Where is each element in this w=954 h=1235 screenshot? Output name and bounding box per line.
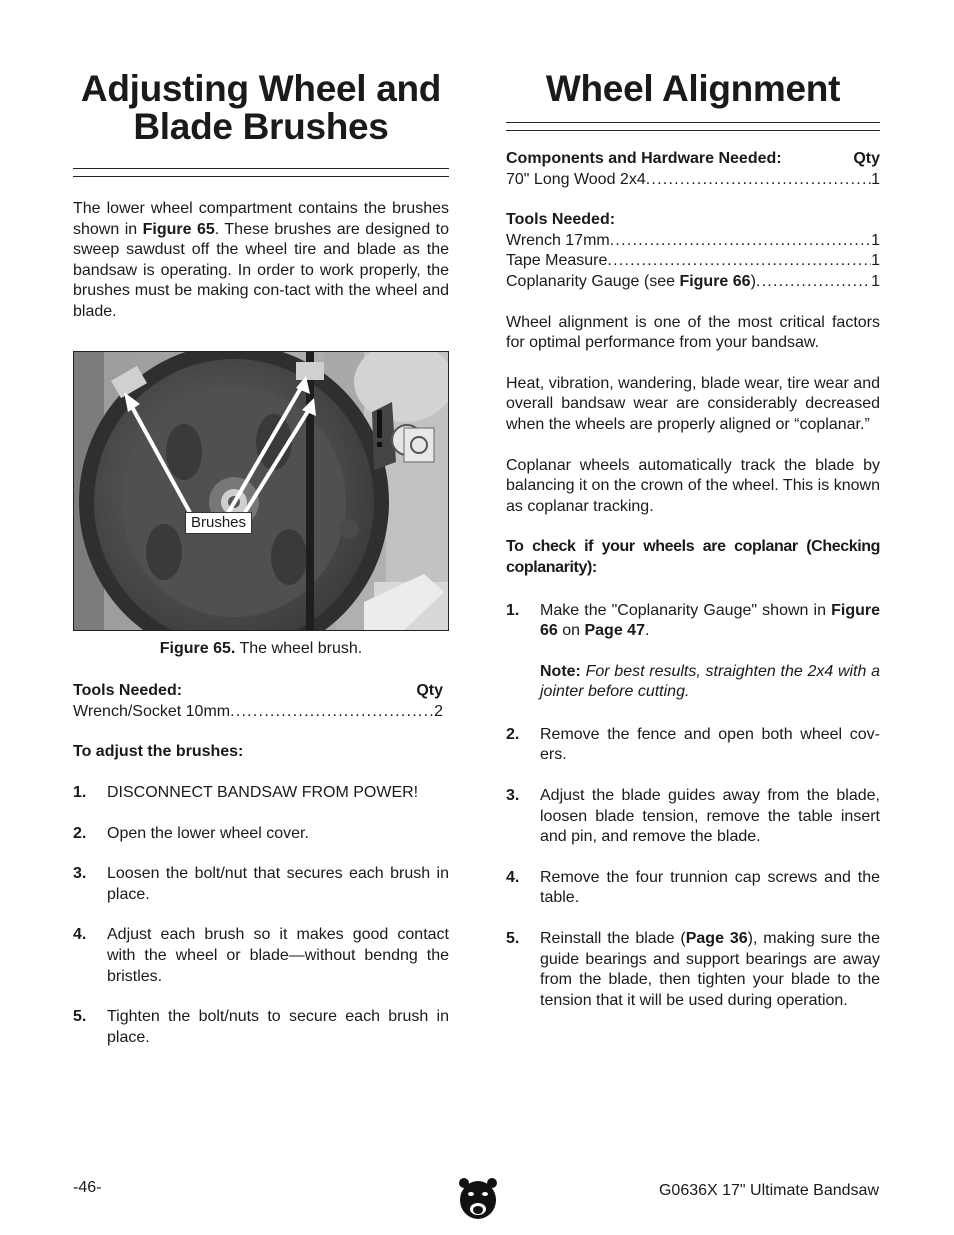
list-item: 5. Tighten the bolt/nuts to secure each brush in place. (73, 1008, 449, 1046)
bear-logo-icon (457, 1176, 499, 1222)
component-row: 70" Long Wood 2x4 . . . 1 (506, 170, 880, 191)
tools-needed-table (73, 681, 443, 722)
page-number: -46- (73, 1179, 102, 1196)
procedure-title: To adjust the brushes: (73, 743, 244, 761)
tool-row: Tape Measure . . . 1 (506, 251, 880, 272)
brushes-callout-label: Brushes (185, 512, 252, 534)
note-block: Note: For best results, straighten the 2x4 with a jointer before cutting. (540, 662, 880, 701)
list-item: 2. Remove the fence and open both wheel cov-ers. (506, 725, 880, 764)
list-item: 3. Loosen the bolt/nut that secures each brush in place. (73, 865, 449, 903)
title-divider (73, 168, 449, 177)
figure-65-photo (73, 351, 449, 631)
tools-header-row: Tools Needed: (506, 211, 616, 229)
bandsaw-wheel-illustration (74, 352, 448, 630)
paragraph-critical-factors: Wheel alignment is one of the most critical factors for optimal performance from your bandsaw. (506, 313, 880, 352)
components-header-row: Components and Hardware Needed: Qty (506, 150, 880, 167)
section-title-brushes: Adjusting Wheel and Blade Brushes (80, 68, 442, 147)
section-title-wheel-alignment: Wheel Alignment (545, 68, 841, 109)
list-item: 3. Adjust the blade guides away from the blade, loosen blade tension, remove the table insert and pin, and remove the blade. (506, 787, 880, 846)
figure-65-caption: Figure 65. The wheel brush. (159, 639, 363, 657)
tool-row: Coplanarity Gauge (see Figure 66) . . . 1 (506, 272, 880, 293)
intro-paragraph: The lower wheel compartment contains the brushes shown in Figure 65. These brushes are designed to sweep sawdust off the wheel tire and blade as the bandsaw is operating. In order to work properly, the brushes must be making con-tact with the wheel and blade. (73, 200, 450, 320)
paragraph-wear: Heat, vibration, wandering, blade wear, tire wear and overall bandsaw wear are considerably decreased when the wheels are properly aligned or “coplanar.” (506, 374, 880, 433)
model-name: G0636X 17" Ultimate Bandsaw (658, 1182, 879, 1199)
brush-steps-list (73, 783, 449, 1048)
components-table (506, 149, 880, 190)
tool-row: Wrench/Socket 10mm . . . 2 (73, 702, 443, 723)
list-item: 4. Remove the four trunnion cap screws and the table. (506, 868, 880, 907)
list-item: 5. Reinstall the blade (Page 36), making sure the guide bearings and support bearings are away from the blade, then tighten your blade to the tension that it will be used during operation. (506, 930, 880, 1009)
title-divider (506, 122, 880, 131)
left-column (73, 70, 449, 1048)
list-item: 1. Make the "Coplanarity Gauge" shown in Figure 66 on Page 47. (506, 601, 880, 640)
right-column (506, 70, 880, 1011)
tool-row: Wrench 17mm . . . 1 (506, 231, 880, 252)
check-coplanarity-title: To check if your wheels are coplanar (Checking coplanarity): (506, 538, 880, 576)
tools-header-row: Tools Needed: Qty (73, 682, 443, 700)
list-item: 4. Adjust each brush so it makes good contact with the wheel or blade—without bendng the bristles. (73, 926, 449, 985)
paragraph-coplanar-tracking: Coplanar wheels automatically track the blade by balancing it on the crown of the wheel. This is known as coplanar tracking. (506, 456, 880, 515)
list-item: 1. DISCONNECT BANDSAW FROM POWER! (73, 783, 419, 801)
list-item: 2. Open the lower wheel cover. (73, 824, 309, 842)
tools-table (506, 210, 880, 292)
